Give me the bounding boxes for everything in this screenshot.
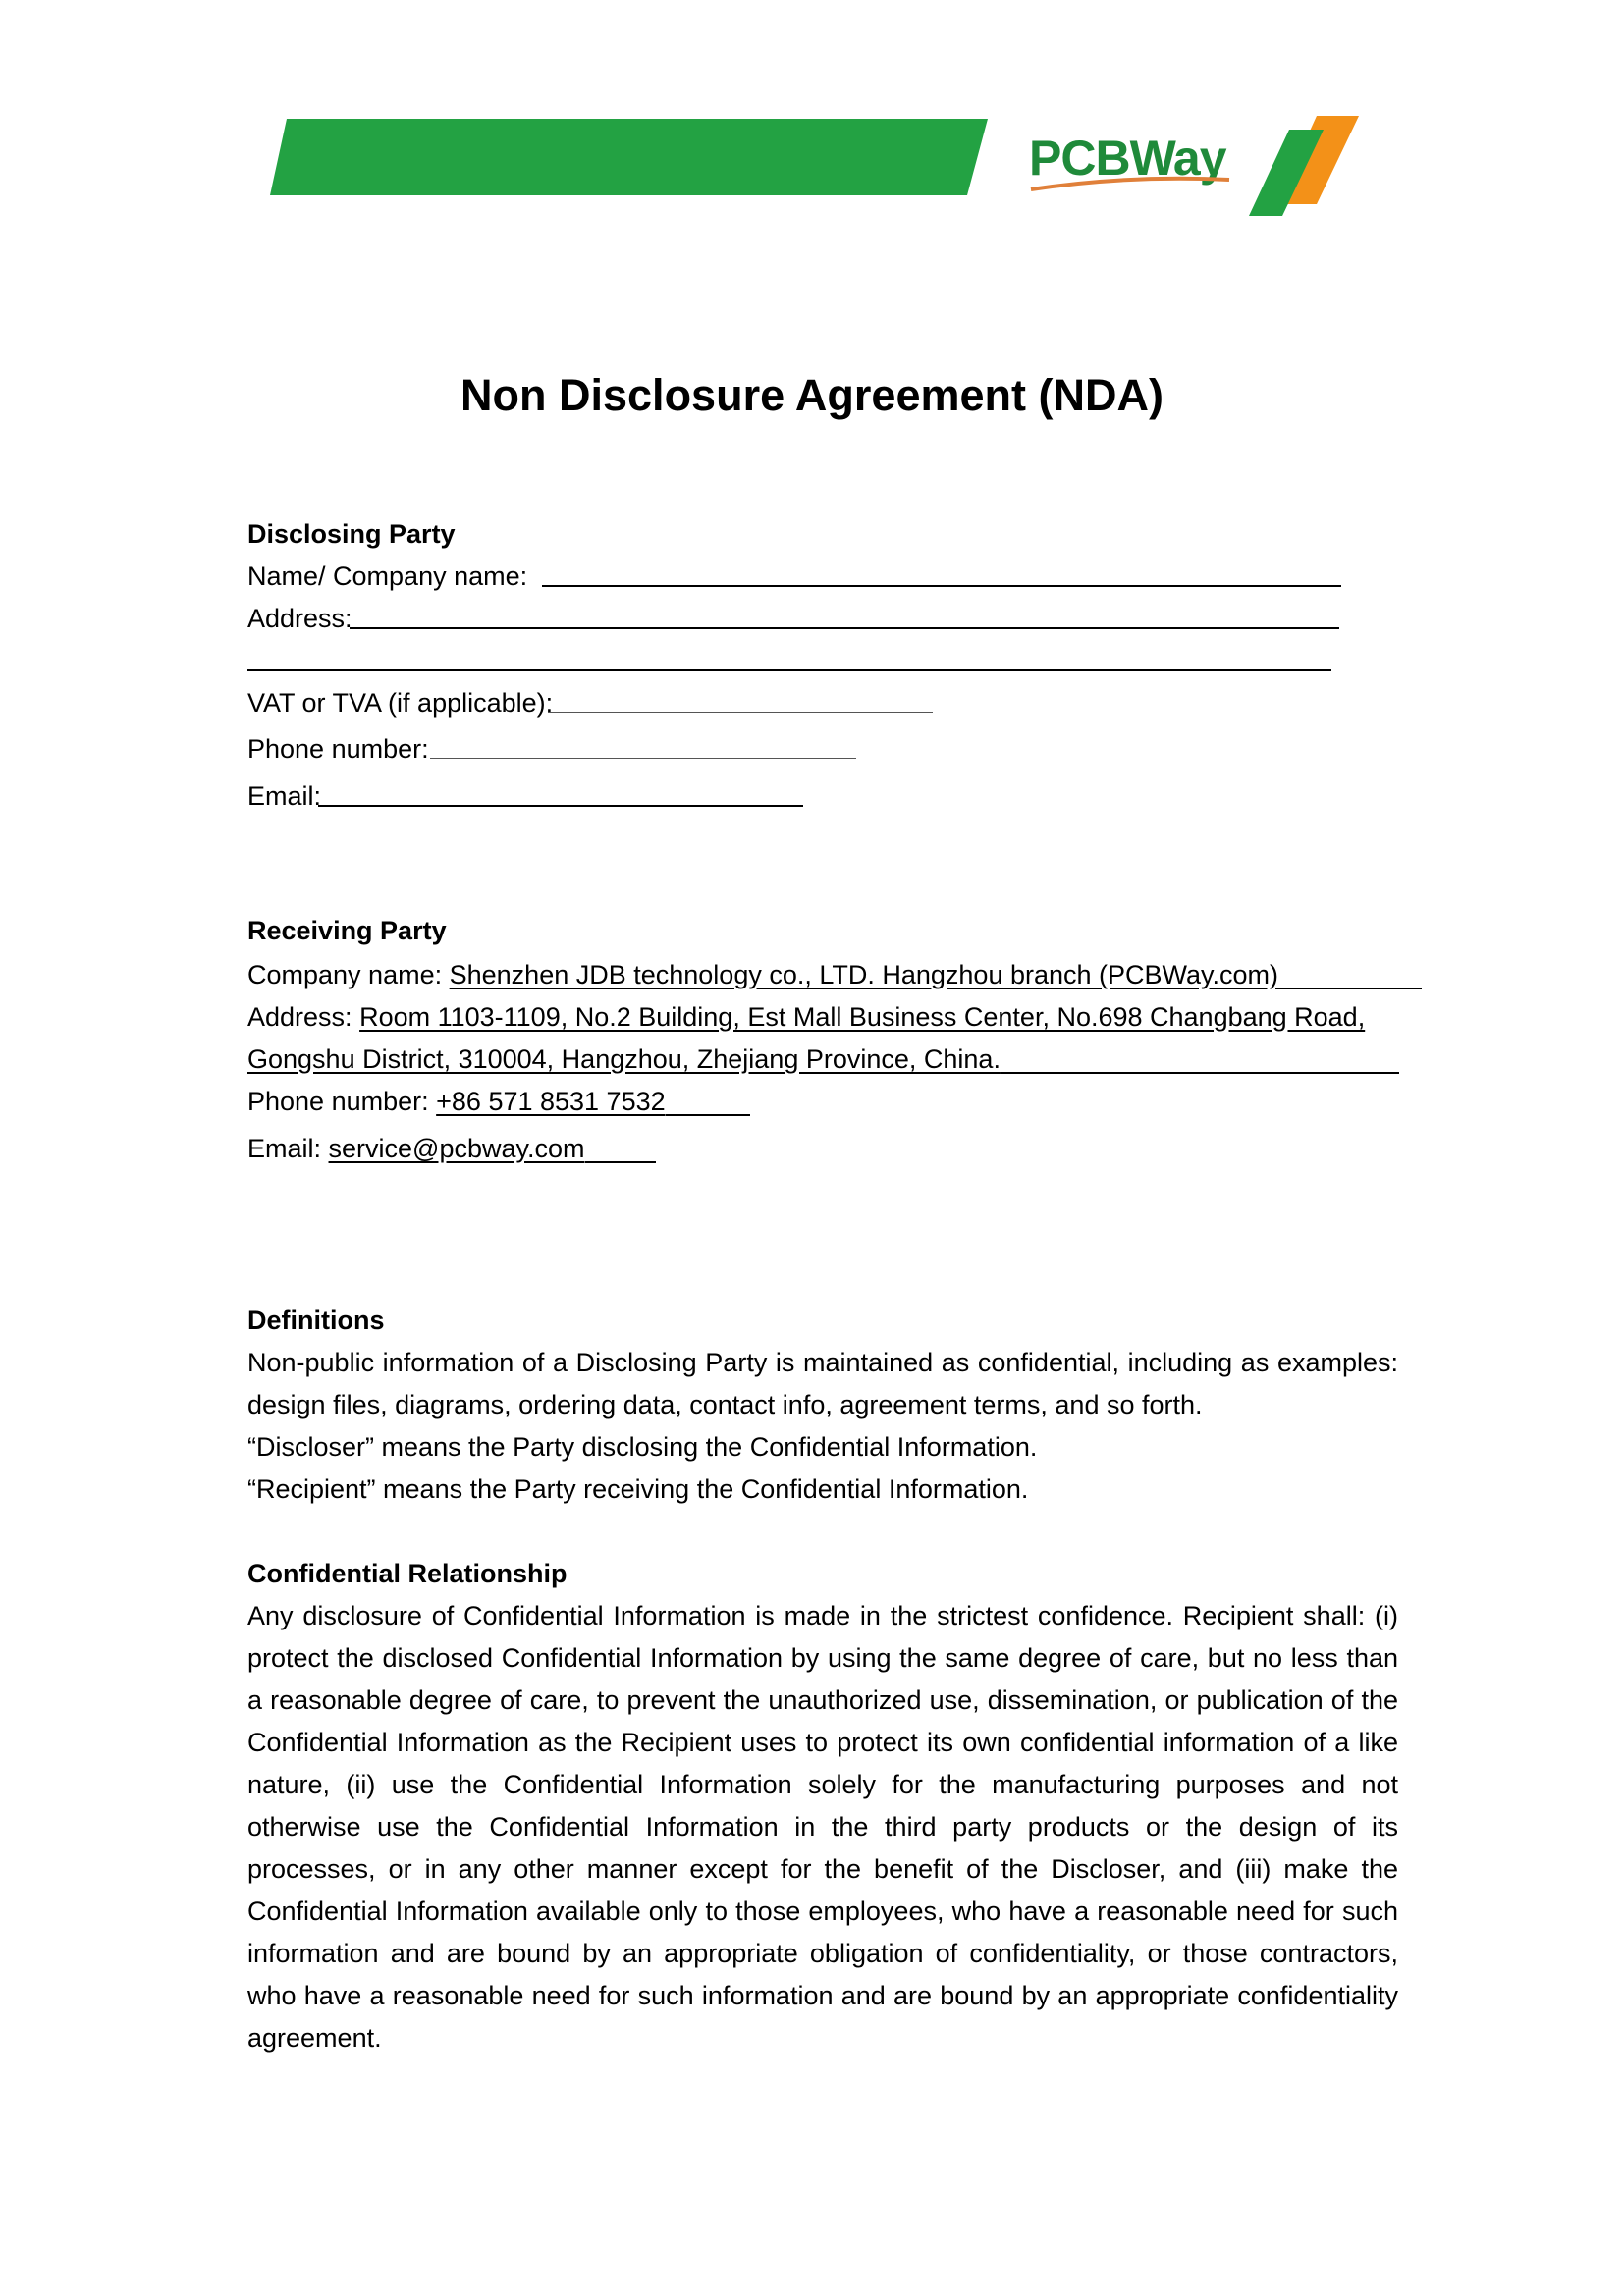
email-input-line[interactable] (318, 775, 803, 807)
receiving-email-value[interactable]: service@pcbway.com (328, 1134, 585, 1163)
svg-text:PCBWay: PCBWay (1029, 131, 1226, 186)
company-underline-tail (1278, 956, 1422, 989)
receiving-address-line1: Room 1103-1109, No.2 Building, Est Mall Business Center, No.698 Changbang Road, (359, 1002, 1366, 1032)
definitions-paragraph-2: “Discloser” means the Party disclosing the Confidential Information. (247, 1432, 1038, 1462)
company-label: Company name: (247, 960, 443, 989)
green-banner-bar (270, 119, 988, 195)
receiving-address-line2: Gongshu District, 310004, Hangzhou, Zhejiang Province, China. (247, 1044, 1001, 1074)
disclosing-vat-row (247, 682, 1398, 728)
phone-label: Phone number: (247, 734, 429, 764)
header-banner (0, 0, 1624, 226)
receiving-address-row-2 (247, 1039, 1398, 1081)
disclosing-email-row (247, 775, 1398, 818)
company-value: Shenzhen JDB technology co., LTD. Hangzhou branch (PCBWay.com) (449, 960, 1279, 989)
name-input-line[interactable] (542, 556, 1341, 587)
definitions-body (247, 1342, 1398, 1511)
email-underline-tail (585, 1130, 656, 1163)
vat-label: VAT or TVA (if applicable): (247, 688, 554, 718)
relationship-section (247, 1553, 1398, 2059)
relationship-body: Any disclosure of Confidential Information is made in the strictest confidence. Recipient shall: (i) protect the disclosed Confidential Information by using the same degree of care, but no less than a reasonable degree of care, to prevent the unauthorized use, dissemination, or publication of the Confidential Information as the Recipient uses to protect its own confidential information of a like nature, (ii) use the Confidential Information solely for the manufacturing purposes and not otherwise use the Confidential Information in the third party products or the design of its processes, or in any other manner except for the benefit of the Discloser, and (iii) make the Confidential Information available only to those employees, who have a reasonable need for such information and are bound by an appropriate obligation of confidentiality, or those contractors, who have a reasonable need for such information and are bound by an appropriate confidentiality agreement. (247, 1601, 1398, 2053)
receiving-phone-value: +86 571 8531 7532 (436, 1087, 666, 1116)
phone-underline-tail (666, 1083, 750, 1116)
receiving-company-row (247, 954, 1398, 996)
relationship-heading: Confidential Relationship (247, 1559, 568, 1588)
receiving-address-row (247, 996, 1398, 1039)
disclosing-address-row-2 (247, 640, 1398, 682)
pcbway-logo (1029, 131, 1229, 189)
vat-input-line[interactable] (548, 682, 933, 713)
document-title: Non Disclosure Agreement (NDA) (460, 370, 1164, 420)
definitions-heading: Definitions (247, 1306, 385, 1335)
disclosing-address-row (247, 598, 1398, 640)
receiving-party-section (247, 910, 1398, 1170)
definitions-paragraph-3: “Recipient” means the Party receiving the Confidential Information. (247, 1474, 1029, 1504)
email-label: Email: (247, 781, 322, 811)
receiving-address-label: Address: (247, 1002, 352, 1032)
disclosing-heading: Disclosing Party (247, 519, 456, 549)
disclosing-name-row (247, 556, 1398, 598)
phone-input-line[interactable] (430, 728, 856, 759)
receiving-email-row (247, 1128, 1398, 1170)
definitions-paragraph-1: Non-public information of a Disclosing Party is maintained as confidential, including as examples: design files, diagrams, ordering data, contact info, agreement terms, and so forth. (247, 1348, 1398, 1419)
receiving-heading: Receiving Party (247, 916, 447, 945)
receiving-phone-row (247, 1081, 1398, 1128)
definitions-section (247, 1300, 1398, 1511)
address-input-line[interactable] (350, 598, 1339, 629)
disclosing-phone-row (247, 728, 1398, 775)
name-label: Name/ Company name: (247, 561, 528, 591)
address-input-line-2[interactable] (247, 640, 1331, 671)
address-underline-tail (1001, 1041, 1399, 1074)
disclosing-party-section (247, 513, 1398, 818)
receiving-email-label: Email: (247, 1134, 322, 1163)
address-label: Address: (247, 604, 352, 633)
receiving-phone-label: Phone number: (247, 1087, 429, 1116)
